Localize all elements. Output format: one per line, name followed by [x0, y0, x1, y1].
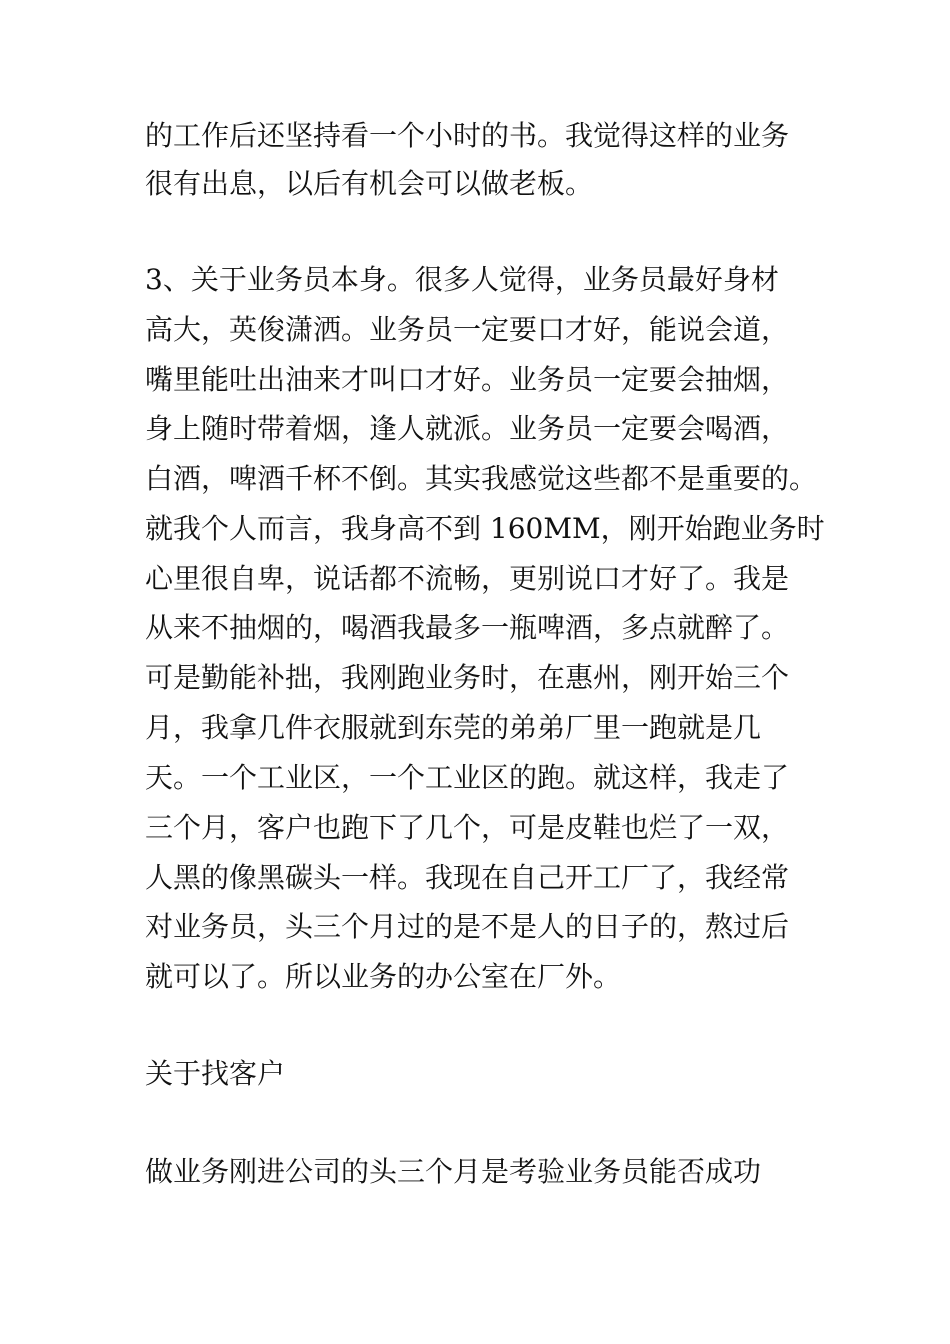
- section-heading: 关于找客户: [145, 1057, 286, 1090]
- text-line: 月，我拿几件衣服就到东莞的弟弟厂里一跑就是几: [145, 711, 762, 744]
- text-line: 很有出息，以后有机会可以做老板。: [145, 167, 594, 200]
- text-line: 身上随时带着烟，逢人就派。业务员一定要会喝酒，: [145, 412, 790, 445]
- text-line: 的工作后还坚持看一个小时的书。我觉得这样的业务: [145, 119, 790, 152]
- text-line: 做业务刚进公司的头三个月是考验业务员能否成功: [145, 1155, 762, 1188]
- text-line: 天。一个工业区，一个工业区的跑。就这样，我走了: [145, 761, 790, 794]
- text-line: 人黑的像黑碳头一样。我现在自己开工厂了，我经常: [145, 861, 790, 894]
- text-line: 就可以了。所以业务的办公室在厂外。: [145, 960, 622, 993]
- text-line: 三个月，客户也跑下了几个，可是皮鞋也烂了一双，: [145, 811, 790, 844]
- text-line: 高大，英俊潇洒。业务员一定要口才好，能说会道，: [145, 313, 790, 346]
- text-line: 可是勤能补拙，我刚跑业务时，在惠州，刚开始三个: [145, 661, 790, 694]
- text-line: 心里很自卑，说话都不流畅，更别说口才好了。我是: [145, 562, 790, 595]
- text-line: 从来不抽烟的，喝酒我最多一瓶啤酒，多点就醉了。: [145, 611, 790, 644]
- text-line: 3、关于业务员本身。很多人觉得，业务员最好身材: [145, 263, 779, 296]
- text-line: 白酒，啤酒千杯不倒。其实我感觉这些都不是重要的。: [145, 462, 818, 495]
- text-line: 就我个人而言，我身高不到 160MM，刚开始跑业务时: [145, 512, 825, 545]
- text-line: 对业务员，头三个月过的是不是人的日子的，熬过后: [145, 910, 790, 943]
- text-line: 嘴里能吐出油来才叫口才好。业务员一定要会抽烟，: [145, 363, 790, 396]
